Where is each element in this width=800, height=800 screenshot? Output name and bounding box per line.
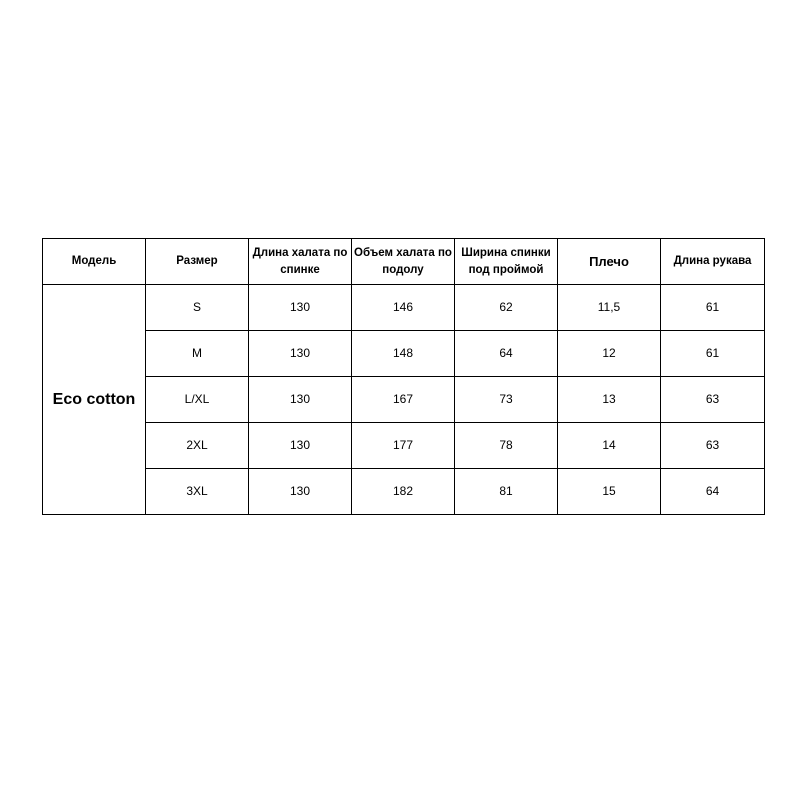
header-size: Размер	[146, 239, 249, 285]
length-cell: 130	[249, 285, 352, 331]
length-cell: 130	[249, 423, 352, 469]
shoulder-cell: 12	[558, 331, 661, 377]
shoulder-cell: 13	[558, 377, 661, 423]
size-cell: 2XL	[146, 423, 249, 469]
header-back-width: Ширина спинки под проймой	[455, 239, 558, 285]
sleeve-cell: 61	[661, 331, 765, 377]
table-row	[43, 285, 765, 331]
shoulder-cell: 14	[558, 423, 661, 469]
header-hem: Объем халата по подолу	[352, 239, 455, 285]
sleeve-cell: 63	[661, 377, 765, 423]
sleeve-cell: 63	[661, 423, 765, 469]
hem-cell: 148	[352, 331, 455, 377]
header-length: Длина халата по спинке	[249, 239, 352, 285]
header-model: Модель	[43, 239, 146, 285]
table-row	[43, 377, 765, 423]
hem-cell: 167	[352, 377, 455, 423]
hem-cell: 182	[352, 469, 455, 515]
length-cell: 130	[249, 377, 352, 423]
size-chart-table	[42, 238, 765, 515]
shoulder-cell: 11,5	[558, 285, 661, 331]
sleeve-cell: 61	[661, 285, 765, 331]
header-sleeve: Длина рукава	[661, 239, 765, 285]
header-shoulder: Плечо	[558, 239, 661, 285]
hem-cell: 146	[352, 285, 455, 331]
length-cell: 130	[249, 469, 352, 515]
model-cell: Eco cotton	[43, 285, 146, 515]
table-row	[43, 331, 765, 377]
back-width-cell: 78	[455, 423, 558, 469]
size-cell: 3XL	[146, 469, 249, 515]
sleeve-cell: 64	[661, 469, 765, 515]
table-row	[43, 423, 765, 469]
size-cell: L/XL	[146, 377, 249, 423]
back-width-cell: 81	[455, 469, 558, 515]
shoulder-cell: 15	[558, 469, 661, 515]
back-width-cell: 73	[455, 377, 558, 423]
header-row	[43, 239, 765, 285]
back-width-cell: 64	[455, 331, 558, 377]
size-cell: S	[146, 285, 249, 331]
back-width-cell: 62	[455, 285, 558, 331]
table-row	[43, 469, 765, 515]
hem-cell: 177	[352, 423, 455, 469]
size-cell: M	[146, 331, 249, 377]
length-cell: 130	[249, 331, 352, 377]
